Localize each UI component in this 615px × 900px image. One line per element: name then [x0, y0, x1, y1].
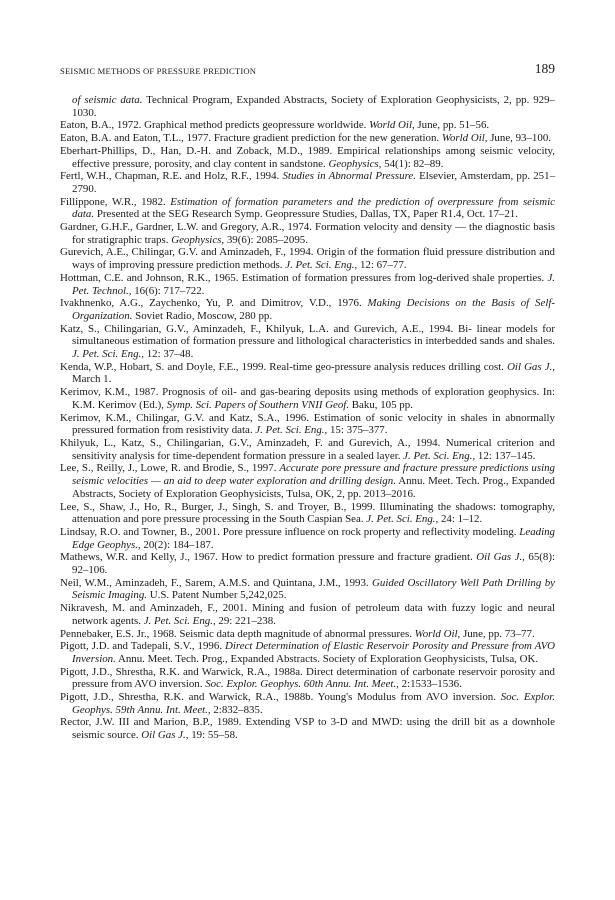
- reference-text: Fertl, W.H., Chapman, R.E. and Holz, R.F., 1994.: [60, 170, 283, 183]
- reference-text: June, pp. 51–56.: [414, 119, 490, 132]
- reference-source-italic: World Oil,: [369, 119, 415, 132]
- reference-source-italic: J. Pet. Sci. Eng.,: [403, 449, 476, 462]
- reference-source-italic: Oil Gas J.,: [476, 551, 525, 564]
- reference-text: 12: 137–145.: [475, 449, 536, 462]
- reference-text: Presented at the SEG Research Symp. Geopressure Studies, Dallas, TX, Paper R1.4, Oct. 17–21.: [94, 208, 518, 221]
- reference-text: Neil, W.M., Aminzadeh, F., Sarem, A.M.S. and Quintana, J.M., 1993.: [60, 576, 373, 589]
- reference-entry: [60, 132, 555, 145]
- reference-text: Eaton, B.A., 1972. Graphical method predicts geopressure worldwide.: [60, 119, 370, 132]
- reference-text: 54(1): 82–89.: [381, 157, 444, 170]
- reference-entry: [60, 221, 555, 246]
- reference-text: Soviet Radio, Moscow, 280 pp.: [132, 309, 273, 322]
- reference-text: Lee, S., Reilly, J., Lowe, R. and Brodie, S., 1997.: [60, 462, 280, 475]
- running-head: SEISMIC METHODS OF PRESSURE PREDICTION: [60, 66, 257, 76]
- reference-text: 29: 221–238.: [215, 614, 276, 627]
- reference-entry: [60, 437, 555, 462]
- reference-entry: [60, 602, 555, 627]
- reference-text: Lee, S., Shaw, J., Ho, R., Burger, J., Singh, S. and Troyer, B., 1999. Illuminating the shadows: tomography, attenuation and pore pressure processing in the South Caspian Sea.: [60, 500, 555, 526]
- reference-source-italic: Guided Oscillatory Well Path Drilling by Seismic Imaging.: [72, 576, 555, 602]
- reference-text: 24: 1–12.: [438, 513, 483, 526]
- reference-text: Technical Program, Expanded Abstracts, Society of Exploration Geophysicists, 2, pp. 929–1030.: [72, 94, 555, 119]
- reference-text: 12: 37–48.: [143, 348, 194, 361]
- reference-source-italic: Studies in Abnormal Pressure.: [282, 170, 416, 183]
- reference-entry: [60, 628, 555, 641]
- reference-entry: [60, 716, 555, 741]
- reference-source-italic: J. Pet. Sci. Eng.,: [143, 614, 216, 627]
- reference-entry: [60, 170, 555, 195]
- reference-source-italic: Direct Determination of Elastic Reservoir Porosity and Pressure from AVO Inversion.: [72, 640, 555, 665]
- reference-text: Kerimov, K.M., 1987. Prognosis of oil- and gas-bearing deposits using methods of exploration geophysics. In: K.M. Kerimov (Ed.),: [60, 386, 555, 411]
- reference-text: Pennebaker, E.S. Jr., 1968. Seismic data depth magnitude of abnormal pressures.: [60, 627, 415, 640]
- reference-source-italic: J. Pet. Sci. Eng.,: [72, 348, 144, 361]
- reference-entry: [60, 246, 555, 271]
- reference-text: Pigott, J.D., Shrestha, R.K. and Warwick, R.A., 1988b. Young's Modulus from AVO inversion.: [60, 691, 501, 704]
- reference-text: Elsevier, Amsterdam, pp. 251–2790.: [72, 170, 556, 195]
- reference-text: 65(8): 92–106.: [72, 551, 555, 577]
- reference-source-italic: J. Pet. Sci. Eng.,: [255, 424, 328, 437]
- reference-entry: [60, 361, 555, 386]
- reference-text: Hottman, C.E. and Johnson, R.K., 1965. Estimation of formation pressures from log-derived shale properties.: [60, 271, 548, 284]
- reference-entry: [60, 526, 555, 551]
- reference-source-italic: Soc. Explor. Geophys. 60th Annu. Int. Meet.,: [205, 678, 399, 691]
- reference-text: Lindsay, R.O. and Towner, B., 2001. Pore pressure influence on rock property and reflectivity modeling.: [60, 525, 520, 538]
- reference-text: 2:832–835.: [210, 703, 263, 716]
- reference-entry: [60, 666, 555, 691]
- reference-source-italic: Oil Gas J.,: [507, 360, 555, 373]
- reference-entry: [60, 272, 555, 297]
- reference-entry: [60, 297, 555, 322]
- reference-source-italic: Symp. Sci. Papers of Southern VNII Geof.: [166, 398, 350, 411]
- reference-source-italic: J. Pet. Technol.,: [72, 271, 555, 297]
- reference-entry: [60, 323, 555, 361]
- reference-text: 39(6): 2085–2095.: [224, 233, 308, 246]
- reference-text: March 1.: [72, 373, 112, 386]
- reference-entry: [60, 501, 555, 526]
- reference-entry: [60, 119, 555, 132]
- reference-text: 16(6): 717–722.: [131, 284, 205, 297]
- reference-text: June, 93–100.: [487, 132, 551, 145]
- reference-text: June, pp. 73–77.: [460, 627, 535, 640]
- reference-source-italic: Geophysics,: [328, 157, 382, 170]
- reference-text: Annu. Meet. Tech. Prog., Expanded Abstracts, Society of Exploration Geophysicists, Tulsa, OK, 2, pp. 2013–2016.: [72, 475, 555, 500]
- reference-text: Gurevich, A.E., Chilingar, G.V. and Aminzadeh, F., 1994. Origin of the formation fluid pressure distribution and ways of improving pressure prediction methods.: [60, 246, 555, 272]
- reference-source-italic: of seismic data.: [72, 94, 143, 106]
- reference-source-italic: J. Pet. Sci. Eng.,: [366, 513, 439, 526]
- reference-entry: [60, 386, 555, 411]
- reference-text: 19: 55–58.: [188, 729, 238, 742]
- reference-source-italic: World Oil,: [414, 627, 461, 640]
- reference-text: U.S. Patent Number 5,242,025.: [147, 589, 287, 602]
- reference-text: Gardner, G.H.F., Gardner, L.W. and Gregory, A.R., 1974. Formation velocity and density — the diagnostic basis for stratigraphic traps.: [60, 221, 555, 246]
- reference-text: Rector, J.W. III and Marion, B.P., 1989. Extending VSP to 3-D and MWD: using the drill bit as a downhole seismic source.: [60, 716, 555, 742]
- reference-text: Khilyuk, L., Katz, S., Chilingarian, G.V., Aminzadeh, F. and Gurevich, A., 1994. Numerical criterion and sensitivity analysis for time-dependent formation pressure in a sealed layer.: [60, 436, 555, 462]
- reference-entry: [60, 412, 555, 437]
- reference-entry: [60, 691, 555, 716]
- reference-source-italic: Oil Gas J.,: [141, 729, 189, 742]
- reference-text: Katz, S., Chilingarian, G.V., Aminzadeh, F., Khilyuk, L.A. and Gurevich, A.E., 1994. Bi- linear models for simultaneous estimation of formation pressure and lithological characteristics in interbedded sands and shales.: [60, 322, 555, 348]
- reference-source-italic: World Oil,: [441, 132, 488, 145]
- reference-text: Fillippone, W.R., 1982.: [60, 195, 171, 208]
- reference-source-italic: Accurate pore pressure and fracture pressure predictions using seismic velocities — an aid to deep water exploration and drilling design.: [72, 462, 555, 488]
- reference-text: Baku, 105 pp.: [349, 398, 413, 411]
- reference-entry: [60, 551, 555, 576]
- reference-text: 2:1533–1536.: [398, 678, 462, 691]
- reference-text: 12: 67–77.: [357, 259, 407, 272]
- reference-text: Nikravesh, M. and Aminzadeh, F., 2001. Mining and fusion of petroleum data with fuzzy logic and neural network agents.: [60, 602, 555, 627]
- reference-source-italic: Making Decisions on the Basis of Self-Organization.: [72, 297, 555, 322]
- reference-text: Annu. Meet. Tech. Prog., Expanded Abstracts. Society of Exploration Geophysicists, Tulsa, OK.: [115, 652, 539, 665]
- reference-entry: [60, 462, 555, 500]
- reference-text: Ivakhnenko, A.G., Zaychenko, Yu, P. and Dimitrov, V.D., 1976.: [60, 297, 368, 310]
- reference-source-italic: Estimation of formation parameters and the prediction of overpressure from seismic data.: [72, 195, 556, 221]
- reference-entry: [60, 577, 555, 602]
- reference-text: 20(2): 184–187.: [140, 538, 214, 551]
- page-header: [60, 60, 555, 76]
- reference-source-italic: Geophysics,: [171, 233, 225, 246]
- reference-source-italic: J. Pet. Sci. Eng.,: [285, 259, 358, 272]
- reference-text: Kenda, W.P., Hobart, S. and Doyle, F.E., 1999. Real-time geo-pressure analysis reduces drilling cost.: [60, 360, 508, 373]
- reference-source-italic: Leading Edge Geophys.,: [72, 525, 555, 551]
- reference-text: 15: 375–377.: [327, 424, 388, 437]
- reference-text: Pigott, J.D., Shrestha, R.K. and Warwick, R.A., 1988a. Direct determination of carbonate reservoir porosity and pressure from AVO inversion.: [60, 665, 555, 691]
- reference-text: Eaton, B.A. and Eaton, T.L., 1977. Fracture gradient prediction for the new generation.: [60, 132, 442, 145]
- reference-entry: [60, 640, 555, 665]
- reference-text: Eberhart-Phillips, D., Han, D.-H. and Zoback, M.D., 1989. Empirical relationships among seismic velocity, effective pressure, porosity, and clay content in sandstone.: [60, 144, 555, 170]
- reference-entry: [60, 196, 555, 221]
- reference-entry: [60, 145, 555, 170]
- reference-list: [60, 94, 555, 742]
- reference-source-italic: Soc. Explor. Geophys. 59th Annu. Int. Meet.,: [72, 691, 556, 716]
- reference-text: Pigott, J.D. and Tadepali, S.V., 1996.: [60, 640, 226, 653]
- reference-entry: [60, 94, 555, 119]
- reference-text: Mathews, W.R. and Kelly, J., 1967. How to predict formation pressure and fracture gradient.: [60, 551, 477, 564]
- reference-text: Kerimov, K.M., Chilingar, G.V. and Katz, S.A., 1996. Estimation of sonic velocity in shales in abnormally pressured formation from resistivity data.: [60, 411, 555, 437]
- page-number: 189: [534, 61, 555, 76]
